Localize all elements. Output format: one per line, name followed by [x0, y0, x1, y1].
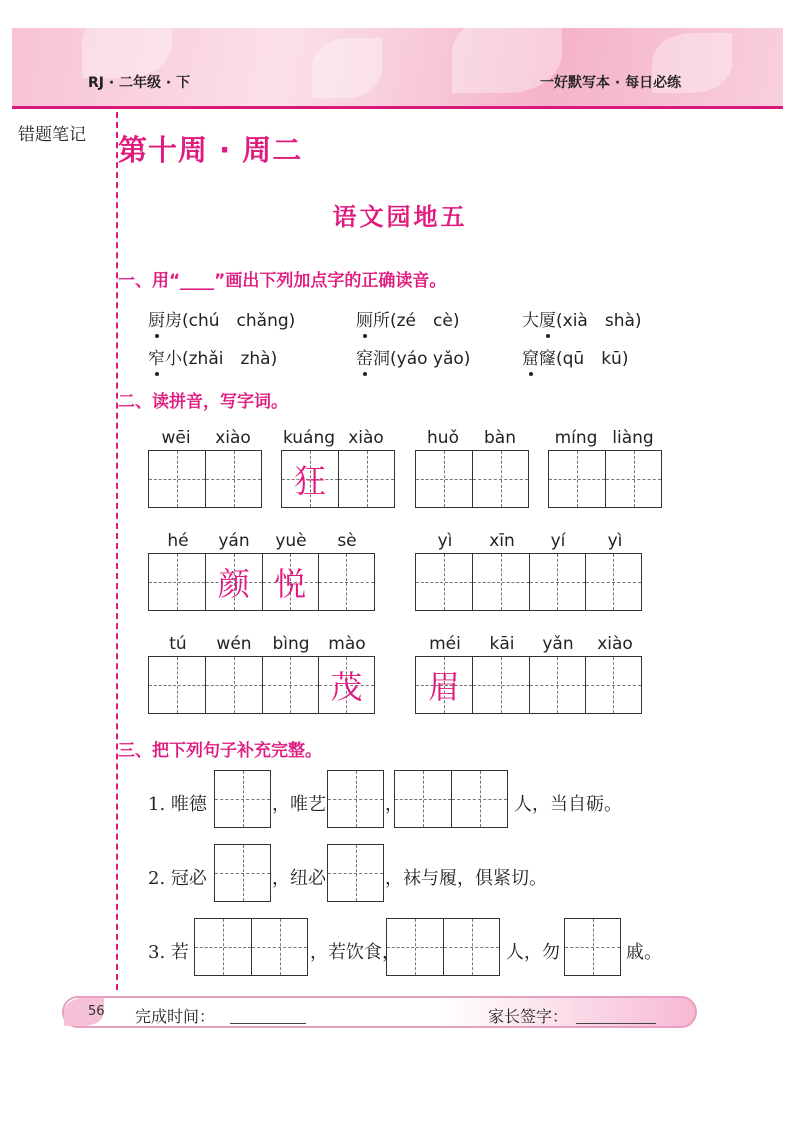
word-char: 窿 [539, 349, 556, 369]
grid-cell[interactable] [529, 657, 585, 713]
pinyin: xiào [215, 428, 251, 448]
word-char: 所 [373, 311, 390, 331]
dotted-char: 窄 [148, 344, 165, 369]
margin-divider [116, 112, 118, 990]
grid-cell[interactable] [443, 919, 499, 975]
filled-char: 狂 [293, 462, 326, 500]
pronunciation-item[interactable] [148, 306, 295, 331]
parent-signature-label: 家长签字： [488, 1007, 569, 1026]
pronunciation-item[interactable] [356, 344, 470, 369]
grid-cell[interactable] [328, 845, 383, 901]
completion-time-label: 完成时间： [135, 1007, 216, 1026]
sentence-text: 戚。 [626, 942, 662, 963]
filled-char: 茂 [330, 668, 363, 706]
grid-cell[interactable] [328, 771, 383, 827]
grade-label: RJ · 二年级 · 下 [88, 75, 191, 91]
answer-grid[interactable] [214, 770, 271, 828]
pinyin: kāi [489, 634, 515, 654]
pinyin: liàng [612, 428, 654, 448]
writing-grid[interactable] [415, 553, 642, 611]
grid-cell[interactable] [318, 657, 374, 713]
grid-cell[interactable] [472, 554, 528, 610]
grid-cell[interactable] [149, 657, 205, 713]
answer-grid[interactable] [327, 844, 384, 902]
sentence-text: 人，勿 [506, 942, 560, 963]
pinyin: yì [607, 531, 623, 551]
writing-grid[interactable] [281, 450, 395, 508]
page-number: 56 [88, 1004, 105, 1019]
pronunciation-item[interactable] [522, 306, 642, 331]
parent-signature-field[interactable] [576, 1023, 656, 1024]
word-char: 大 [522, 311, 539, 331]
grid-cell[interactable] [215, 771, 270, 827]
grid-cell[interactable] [205, 451, 261, 507]
sentence-text: 1. 唯德 [148, 794, 207, 815]
pronunciation-item[interactable] [522, 344, 628, 369]
answer-grid[interactable] [394, 770, 508, 828]
pinyin-options: (yáo yǎo) [390, 349, 471, 369]
dotted-char: 厨 [148, 306, 165, 331]
grid-cell[interactable] [416, 451, 472, 507]
grid-cell[interactable] [338, 451, 394, 507]
filled-char: 悦 [274, 565, 307, 603]
filled-char: 眉 [428, 668, 461, 706]
grid-cell[interactable] [282, 451, 338, 507]
answer-grid[interactable] [564, 918, 621, 976]
answer-grid[interactable] [327, 770, 384, 828]
dotted-char: 厕 [356, 306, 373, 331]
pinyin-options: (xià shà) [556, 311, 642, 331]
dotted-char: 窟 [522, 344, 539, 369]
word-char: 洞 [373, 349, 390, 369]
grid-cell[interactable] [215, 845, 270, 901]
pinyin: tú [169, 634, 187, 654]
pinyin-options: (qū kū) [556, 349, 629, 369]
sentence-text: ，纽必 [272, 868, 326, 889]
grid-cell[interactable] [416, 657, 472, 713]
grid-cell[interactable] [451, 771, 507, 827]
grid-cell[interactable] [149, 554, 205, 610]
completion-time-field[interactable] [230, 1023, 306, 1024]
grid-cell[interactable] [318, 554, 374, 610]
word-char: 房 [165, 311, 182, 331]
grid-cell[interactable] [205, 554, 261, 610]
grid-cell[interactable] [565, 919, 620, 975]
grid-cell[interactable] [585, 657, 641, 713]
dotted-char: 厦 [539, 306, 556, 331]
grid-cell[interactable] [387, 919, 443, 975]
pinyin: wén [216, 634, 252, 654]
grid-cell[interactable] [395, 771, 451, 827]
writing-grid[interactable] [148, 553, 375, 611]
grid-cell[interactable] [529, 554, 585, 610]
grid-cell[interactable] [262, 554, 318, 610]
header-banner [12, 28, 783, 108]
grid-cell[interactable] [416, 554, 472, 610]
writing-grid[interactable] [548, 450, 662, 508]
sentence-text: 人，当自砺。 [514, 794, 622, 815]
pinyin-options: (chú chǎng) [182, 311, 296, 331]
answer-grid[interactable] [194, 918, 308, 976]
lesson-title: 语文园地五 [332, 203, 468, 231]
pinyin: méi [429, 634, 461, 654]
grid-cell[interactable] [585, 554, 641, 610]
sentence-text: ，袜与履，俱紧切。 [385, 868, 547, 889]
pinyin: mào [328, 634, 366, 654]
grid-cell[interactable] [472, 451, 528, 507]
writing-grid[interactable] [415, 656, 642, 714]
pinyin: xiào [597, 634, 633, 654]
pinyin: huǒ [427, 428, 459, 448]
sentence-text: ，若饮食， [310, 942, 400, 963]
grid-cell[interactable] [195, 919, 251, 975]
pinyin: bàn [484, 428, 516, 448]
pinyin: yǎn [542, 634, 574, 654]
sentence-text: ，唯艺 [272, 794, 326, 815]
pinyin: kuáng [282, 428, 336, 448]
pinyin: yì [437, 531, 453, 551]
header-rule [12, 106, 783, 109]
pronunciation-item[interactable] [356, 306, 459, 331]
section1-title: 一、用“____”画出下列加点字的正确读音。 [118, 271, 447, 291]
pinyin-options: (zhǎi zhà) [182, 349, 278, 369]
pinyin-options: (zé cè) [390, 311, 460, 331]
week-title: 第十周 · 周二 [118, 133, 303, 167]
writing-grid[interactable] [415, 450, 529, 508]
error-notes-label: 错题笔记 [18, 125, 86, 145]
answer-grid[interactable] [214, 844, 271, 902]
pinyin: wēi [161, 428, 191, 448]
answer-grid[interactable] [386, 918, 500, 976]
writing-grid[interactable] [148, 450, 262, 508]
pinyin: hé [167, 531, 189, 551]
sentence-text: 2. 冠必 [148, 868, 207, 889]
grid-cell[interactable] [262, 657, 318, 713]
word-char: 小 [165, 349, 182, 369]
grid-cell[interactable] [205, 657, 261, 713]
filled-char: 颜 [217, 565, 250, 603]
grid-cell[interactable] [149, 451, 205, 507]
dotted-char: 窑 [356, 344, 373, 369]
section2-title: 二、读拼音，写字词。 [118, 392, 288, 412]
pinyin: xīn [489, 531, 515, 551]
pinyin: bìng [272, 634, 310, 654]
pinyin: yuè [275, 531, 307, 551]
grid-cell[interactable] [605, 451, 661, 507]
sentence-text: ， [385, 794, 403, 815]
writing-grid[interactable] [148, 656, 375, 714]
section3-title: 三、把下列句子补充完整。 [118, 741, 322, 761]
pinyin: míng [554, 428, 598, 448]
pinyin: yí [550, 531, 566, 551]
series-label: 一好默写本 · 每日必练 [540, 75, 682, 91]
grid-cell[interactable] [549, 451, 605, 507]
pronunciation-item[interactable] [148, 344, 277, 369]
pinyin: yán [218, 531, 250, 551]
grid-cell[interactable] [472, 657, 528, 713]
sentence-text: 3. 若 [148, 942, 189, 963]
pinyin: xiào [348, 428, 384, 448]
pinyin: sè [337, 531, 357, 551]
grid-cell[interactable] [251, 919, 307, 975]
